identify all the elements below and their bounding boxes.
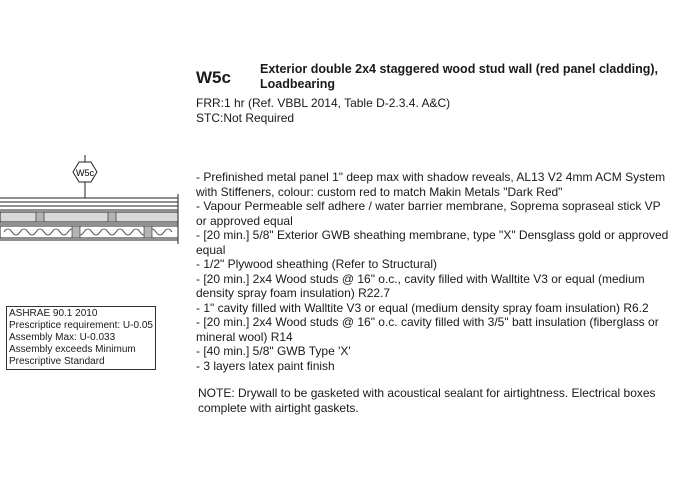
- assembly-code: W5c: [196, 68, 231, 87]
- note-line1: NOTE: Drywall to be gasketed with acoustical sealant for airtightness. Electrical boxes: [198, 386, 656, 400]
- ratings: [196, 96, 450, 126]
- spec-line: or approved equal: [196, 213, 293, 228]
- spec-line: - Prefinished metal panel 1" deep max with shadow reveals, AL13 V2 4mm ACM System: [196, 170, 666, 184]
- section-tag: [73, 155, 97, 198]
- spec-line: - [20 min.] 2x4 Wood studs @ 16" o.c. cavity filled with 3/5" batt insulation (fiberglass or: [196, 315, 659, 329]
- ashrae-line2: Prescriptice requirement: U-0.05: [9, 320, 153, 331]
- assembly-title-line2: Loadbearing: [260, 77, 336, 91]
- ashrae-line4: Assembly exceeds Minimum: [9, 344, 136, 355]
- spec-line: - [20 min.] 2x4 Wood studs @ 16" o.c., cavity filled with Walltite V3 or equal (medium: [196, 271, 645, 286]
- spec-line: mineral wool) R14: [196, 329, 293, 344]
- spec-line: - 1/2" Plywood sheathing (Refer to Structural): [196, 257, 438, 271]
- ashrae-line3: Assembly Max: U-0.033: [9, 332, 116, 343]
- ashrae-box: [6, 306, 156, 370]
- assembly-title-line1: Exterior double 2x4 staggered wood stud wall (red panel cladding),: [260, 62, 658, 76]
- spec-line: - 3 layers latex paint finish: [196, 358, 335, 373]
- spec-list: [196, 170, 676, 373]
- ashrae-line5: Prescriptive Standard: [9, 356, 105, 367]
- note: [198, 386, 668, 416]
- spec-line: with Stiffeners, colour: custom red to match Makin Metals "Dark Red": [196, 184, 563, 199]
- spec-line: equal: [196, 242, 226, 257]
- ashrae-line1: ASHRAE 90.1 2010: [9, 308, 98, 319]
- spec-line: - 1" cavity filled with Walltite V3 or equal (medium density spray foam insulation) R6.2: [196, 300, 649, 315]
- wall-layers: [0, 194, 178, 244]
- spec-line: - [40 min.] 5/8" GWB Type 'X': [196, 344, 351, 358]
- spec-line: density spray foam insulation) R22.7: [196, 286, 391, 300]
- note-line2: complete with airtight gaskets.: [198, 401, 359, 415]
- assembly-title: [260, 62, 670, 92]
- spec-line: - [20 min.] 5/8" Exterior GWB sheathing membrane, type "X" Densglass gold or approved: [196, 228, 669, 242]
- wall-section-drawing: [0, 150, 185, 260]
- spec-line: - Vapour Permeable self adhere / water barrier membrane, Soprema sopraseal stick VP: [196, 199, 661, 213]
- fire-rating: FRR:1 hr (Ref. VBBL 2014, Table D-2.3.4. A&C): [196, 96, 451, 110]
- stc-rating: STC:Not Required: [196, 111, 295, 125]
- section-tag-label: W5c: [76, 168, 94, 178]
